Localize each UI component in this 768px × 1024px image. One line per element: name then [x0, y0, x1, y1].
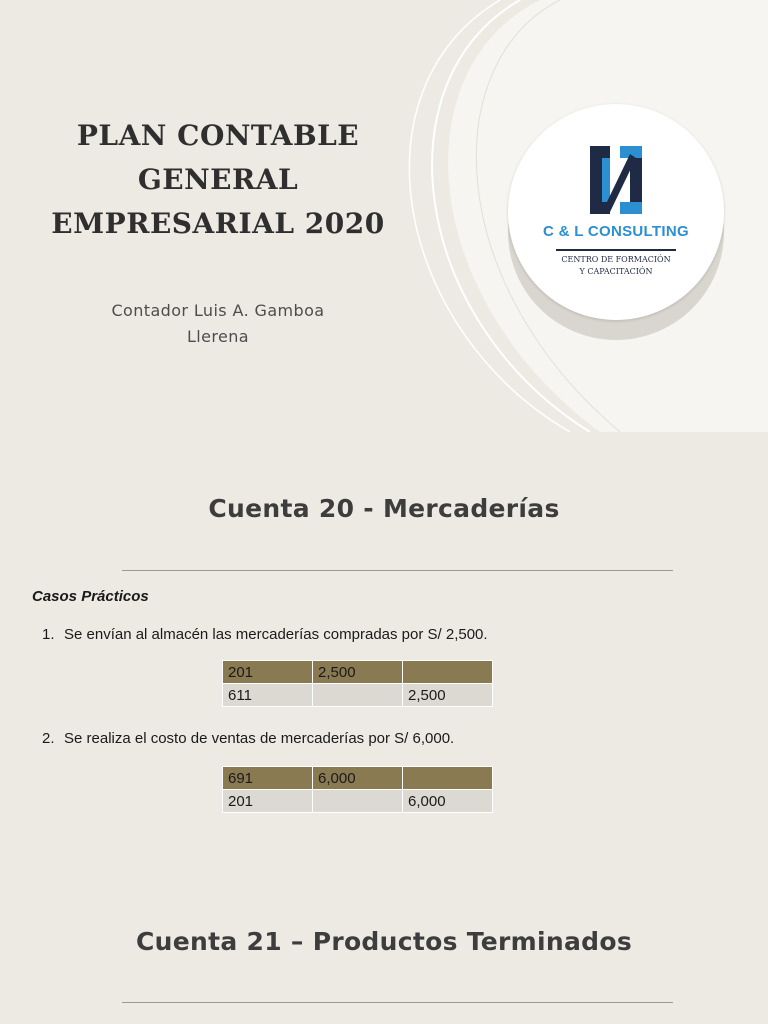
author-line: Llerena [186, 327, 250, 346]
logo-subtitle [508, 254, 724, 278]
section-title-cuenta-20: Cuenta 20 - Mercaderías [208, 494, 560, 523]
list-item [42, 730, 454, 747]
table-cell: 691 [223, 767, 313, 790]
table-row [223, 767, 493, 790]
company-logo [508, 104, 724, 340]
list-item-number: 1. [42, 626, 55, 643]
cover-title-line: EMPRESARIAL 2020 [51, 207, 385, 240]
list-item-text: Se realiza el costo de ventas de mercaderías por S/ 6,000. [64, 730, 455, 747]
table-cell: 2,500 [403, 684, 493, 707]
journal-entry-table [222, 660, 493, 707]
list-item-number: 2. [42, 730, 55, 747]
table-cell: 2,500 [313, 661, 403, 684]
cl-monogram-icon [586, 144, 646, 216]
table-row [223, 661, 493, 684]
logo-subtitle-line: Y CAPACITACIÓN [579, 267, 653, 276]
list-item-text: Se envían al almacén las mercaderías compradas por S/ 2,500. [64, 626, 488, 643]
table-cell: 201 [223, 790, 313, 813]
cover-title-line: GENERAL [137, 163, 299, 196]
table-cell: 6,000 [313, 767, 403, 790]
logo-disc [508, 104, 724, 320]
author-line: Contador Luis A. Gamboa [111, 301, 325, 320]
section-divider [122, 570, 673, 571]
table-cell [313, 790, 403, 813]
table-cell: 611 [223, 684, 313, 707]
table-cell: 201 [223, 661, 313, 684]
cover-title [40, 114, 396, 246]
table-cell: 6,000 [403, 790, 493, 813]
list-item [42, 626, 488, 643]
table-row [223, 684, 493, 707]
casos-practicos-label: Casos Prácticos [32, 588, 149, 605]
section-divider [122, 1002, 673, 1003]
cover-author [80, 298, 356, 350]
journal-entry-table [222, 766, 493, 813]
table-cell [313, 684, 403, 707]
logo-subtitle-line: CENTRO DE FORMACIÓN [561, 255, 671, 264]
cover-title-line: PLAN CONTABLE [76, 119, 360, 152]
table-row [223, 790, 493, 813]
logo-divider [556, 249, 676, 251]
logo-name: C & L CONSULTING [543, 223, 689, 240]
table-cell [403, 661, 493, 684]
table-cell [403, 767, 493, 790]
cover-slide [0, 0, 768, 432]
section-title-cuenta-21: Cuenta 21 – Productos Terminados [135, 927, 633, 956]
